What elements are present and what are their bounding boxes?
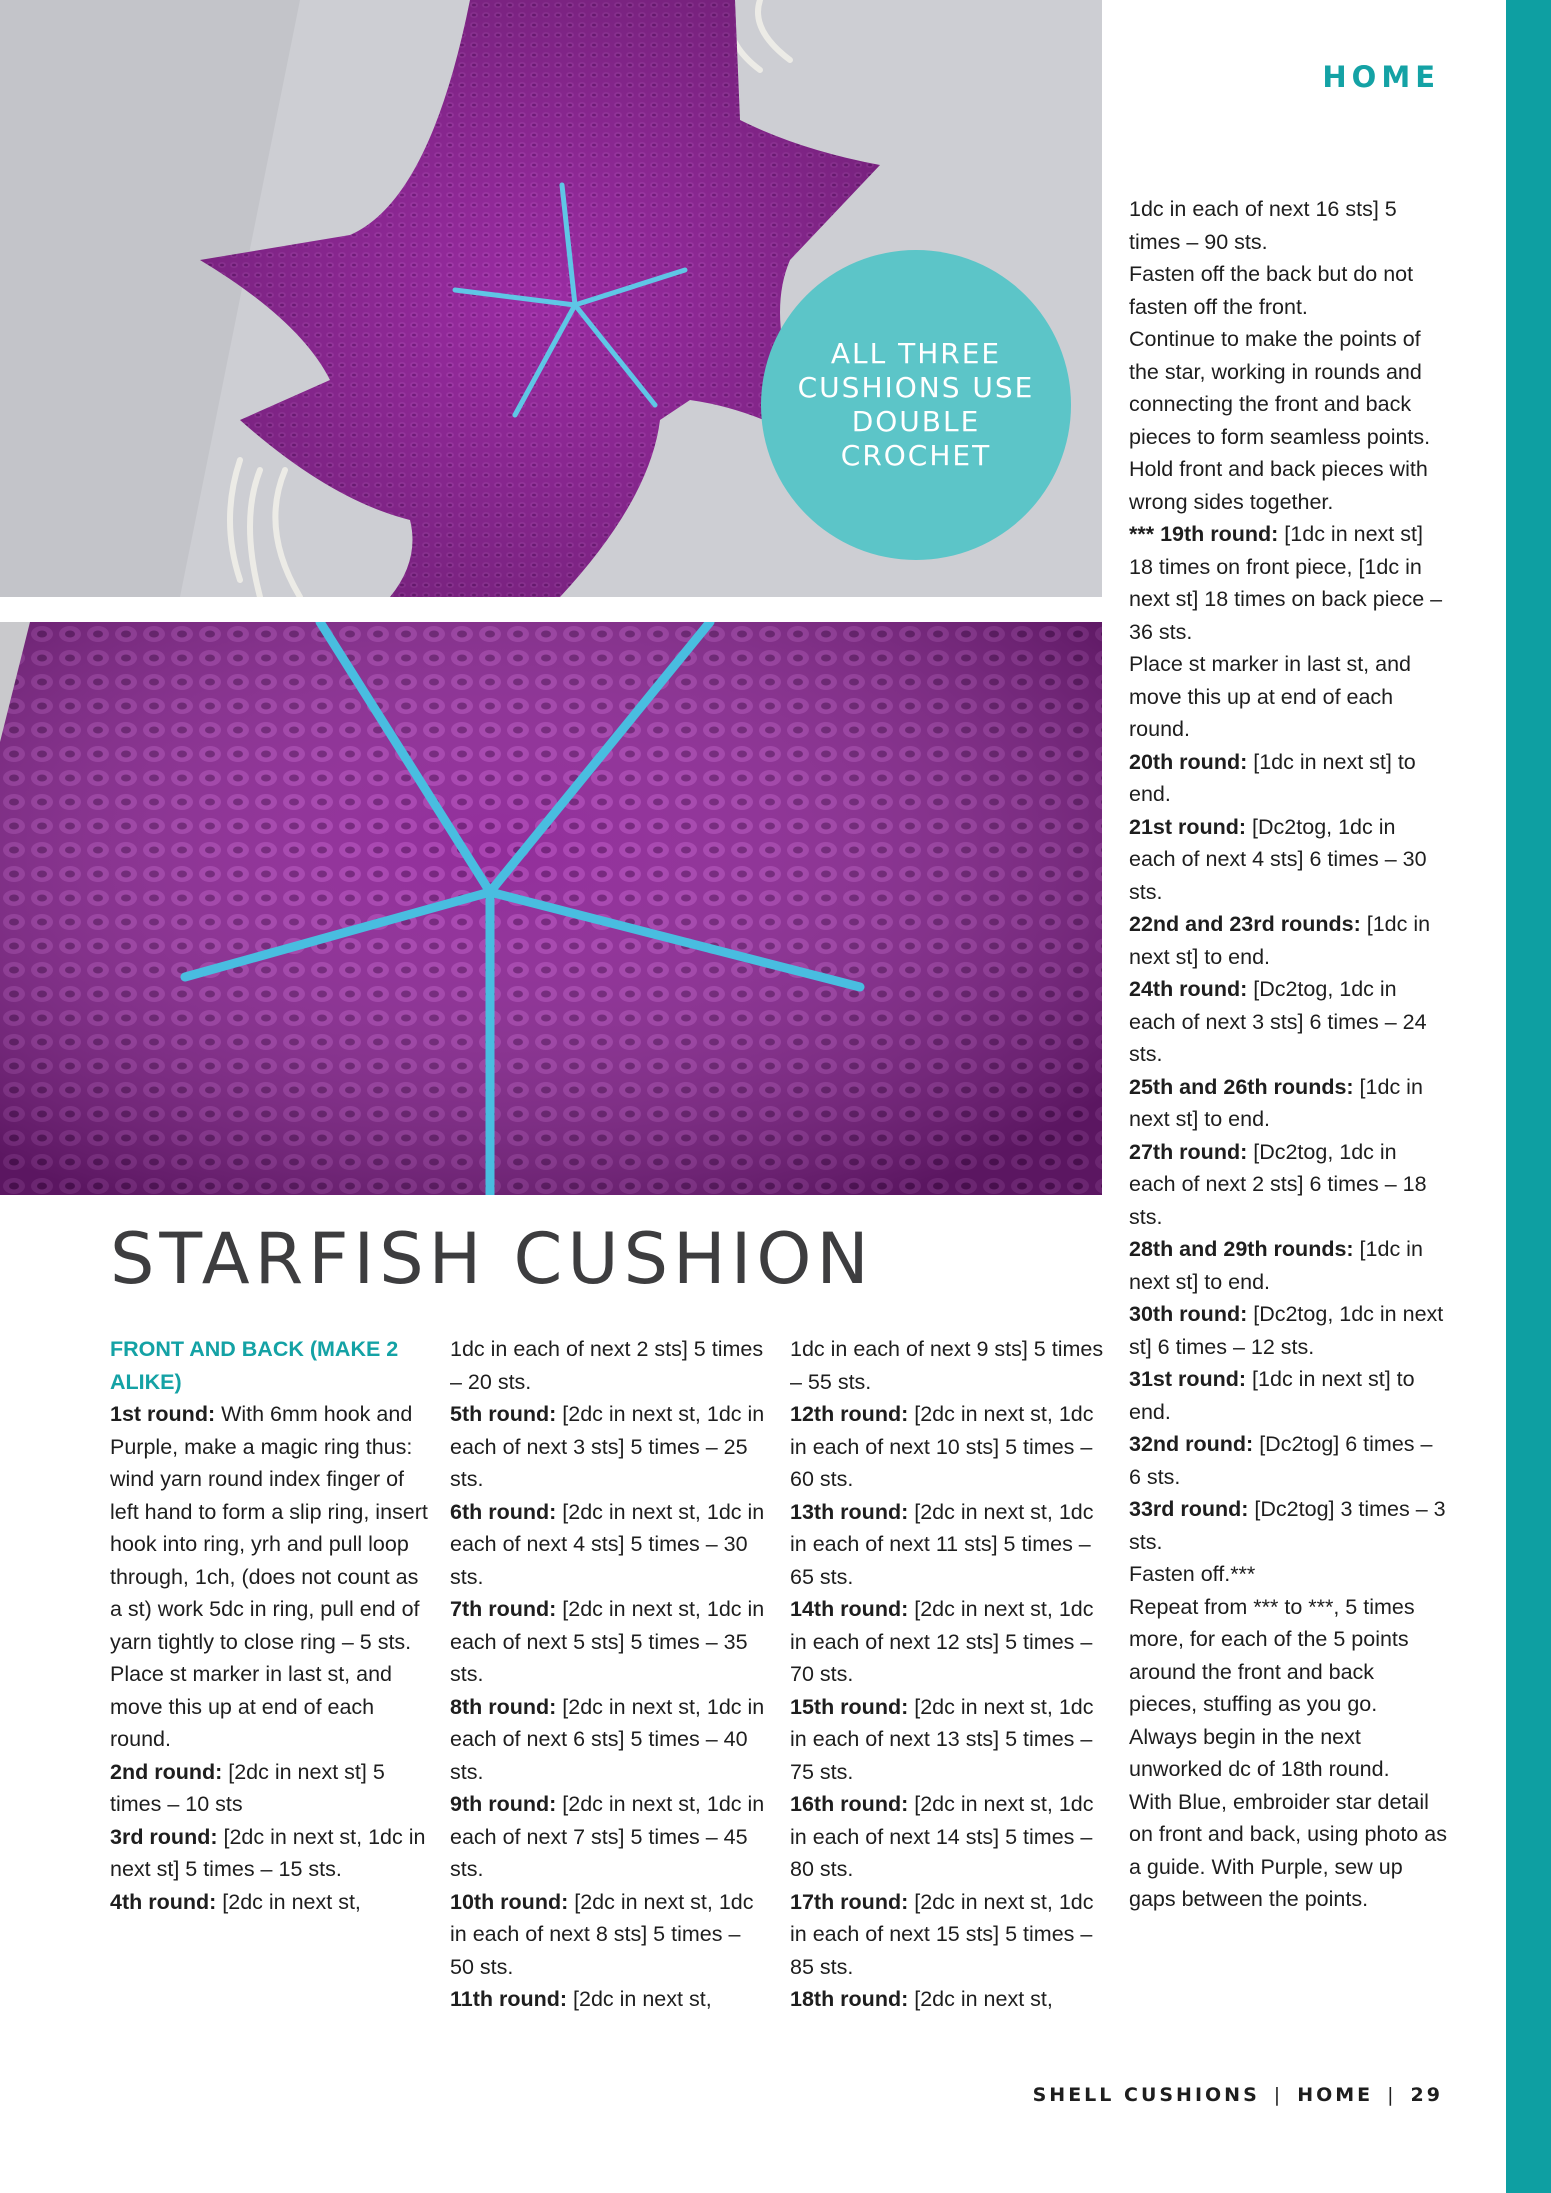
instruction-paragraph	[790, 1333, 1108, 1398]
instruction-text: 1dc in each of next 9 sts] 5 times – 55 sts.	[790, 1337, 1104, 1394]
instruction-paragraph	[1129, 973, 1447, 1071]
round-label: 8th round:	[450, 1694, 557, 1719]
instruction-text: [2dc in next st, 1dc in each of next 14 sts] 5 times – 80 sts.	[790, 1792, 1094, 1881]
instruction-text: [2dc in next st,	[908, 1987, 1053, 2011]
round-label: 12th round:	[790, 1402, 909, 1426]
instruction-paragraph	[450, 1983, 768, 2016]
instructions-column-2	[450, 1333, 768, 2016]
instruction-text: [2dc in next st, 1dc in each of next 12 sts] 5 times – 70 sts.	[790, 1597, 1094, 1686]
instruction-paragraph	[110, 1886, 428, 1919]
instruction-paragraph	[1129, 193, 1447, 258]
round-label: 7th round:	[450, 1597, 557, 1621]
round-label: 15th round:	[790, 1694, 909, 1719]
instruction-text: [1dc in next st] to end.	[1129, 912, 1431, 969]
instruction-paragraph	[1129, 811, 1447, 909]
round-label: 5th round:	[450, 1402, 557, 1426]
instructions-column-1	[110, 1333, 428, 1918]
instruction-text: Fasten off the back but do not fasten off the front.	[1129, 262, 1414, 319]
instruction-paragraph	[450, 1788, 768, 1886]
instruction-paragraph	[110, 1756, 428, 1821]
instruction-paragraph	[110, 1658, 428, 1756]
badge-text: ALL THREE CUSHIONS USE DOUBLE CROCHET	[797, 337, 1035, 472]
round-label: 4th round:	[110, 1889, 217, 1914]
instruction-paragraph	[110, 1398, 428, 1658]
round-label: 14th round:	[790, 1597, 909, 1621]
instruction-text: [2dc in next st, 1dc in each of next 5 sts] 5 times – 35 sts.	[450, 1597, 765, 1686]
round-label: 3rd round:	[110, 1824, 218, 1849]
section-heading: FRONT AND BACK (MAKE 2 ALIKE)	[110, 1337, 399, 1394]
round-label: 28th and 29th rounds:	[1129, 1237, 1354, 1261]
instruction-text: 1dc in each of next 2 sts] 5 times – 20 sts.	[450, 1337, 764, 1394]
instruction-paragraph	[110, 1821, 428, 1886]
accent-side-bar	[1506, 0, 1551, 2193]
instruction-text: [2dc in next st] 5 times – 10 sts	[110, 1759, 385, 1816]
round-label: 16th round:	[790, 1792, 909, 1816]
instruction-paragraph	[1129, 323, 1447, 518]
round-label: 6th round:	[450, 1499, 557, 1524]
instruction-text: With 6mm hook and Purple, make a magic ring thus: wind yarn round index finger of left hand to form a slip ring, insert hook into ring, yrh and pull loop through, 1ch, (does not count as a st) work 5dc in ring, pull end of yarn tightly to close ring – 5 sts.	[110, 1402, 428, 1654]
embroidery-closeup-photo	[0, 622, 1102, 1195]
instruction-paragraph	[1129, 1786, 1447, 1916]
instruction-paragraph	[450, 1333, 768, 1398]
instruction-paragraph	[1129, 1363, 1447, 1428]
instruction-text: [1dc in next st] to end.	[1129, 1074, 1423, 1131]
instruction-text: [Dc2tog] 3 times – 3 sts.	[1129, 1497, 1446, 1554]
instruction-text: [Dc2tog] 6 times – 6 sts.	[1129, 1432, 1433, 1489]
instruction-text: [2dc in next st, 1dc in each of next 7 sts] 5 times – 45 sts.	[450, 1792, 765, 1881]
instructions-column-4	[1129, 193, 1447, 1916]
instruction-paragraph	[1129, 518, 1447, 648]
instruction-paragraph	[790, 1593, 1108, 1691]
round-label: 21st round:	[1129, 814, 1247, 839]
round-label: 10th round:	[450, 1889, 569, 1914]
round-label: 27th round:	[1129, 1139, 1248, 1164]
instruction-paragraph	[1129, 1591, 1447, 1786]
instruction-text: [2dc in next st,	[567, 1987, 712, 2011]
instruction-text: Place st marker in last st, and move this up at end of each round.	[110, 1662, 392, 1751]
instruction-paragraph	[1129, 1136, 1447, 1234]
round-label: 2nd round:	[110, 1759, 223, 1784]
instruction-text: [2dc in next st, 1dc in each of next 11 sts] 5 times – 65 sts.	[790, 1499, 1094, 1589]
round-label: 1st round:	[110, 1402, 216, 1426]
instructions-column-3	[790, 1333, 1108, 2016]
instruction-paragraph	[790, 1886, 1108, 1984]
instruction-paragraph	[790, 1691, 1108, 1789]
instruction-paragraph	[1129, 1233, 1447, 1298]
instruction-text: [1dc in next st] to end.	[1129, 749, 1416, 806]
instruction-paragraph	[450, 1496, 768, 1594]
instruction-text: [1dc in next st] to end.	[1129, 1237, 1423, 1294]
instruction-paragraph	[1129, 1428, 1447, 1493]
instruction-text: [Dc2tog, 1dc in each of next 2 sts] 6 times – 18 sts.	[1129, 1139, 1427, 1229]
instruction-text: [2dc in next st, 1dc in each of next 8 sts] 5 times – 50 sts.	[450, 1889, 754, 1979]
round-label: 33rd round:	[1129, 1497, 1249, 1521]
round-label: 31st round:	[1129, 1367, 1247, 1391]
round-label: 11th round:	[450, 1987, 568, 2011]
round-label: 30th round:	[1129, 1302, 1248, 1326]
page-footer	[1033, 2084, 1443, 2106]
round-label: 17th round:	[790, 1889, 909, 1914]
instruction-text: [1dc in next st] to end.	[1129, 1367, 1415, 1424]
round-label: 24th round:	[1129, 977, 1248, 1001]
round-label: 18th round:	[790, 1987, 909, 2011]
instruction-paragraph	[1129, 908, 1447, 973]
round-label: 25th and 26th rounds:	[1129, 1074, 1354, 1099]
instruction-paragraph	[450, 1886, 768, 1984]
instruction-text: [2dc in next st, 1dc in each of next 4 sts] 5 times – 30 sts.	[450, 1499, 765, 1589]
section-tag: HOME	[1322, 60, 1440, 94]
instruction-paragraph	[1129, 1493, 1447, 1558]
footer-category-label: HOME	[1297, 2084, 1374, 2106]
instruction-paragraph	[1129, 1298, 1447, 1363]
instruction-paragraph	[1129, 258, 1447, 323]
page-number: 29	[1410, 2084, 1443, 2106]
round-label: 9th round:	[450, 1792, 557, 1816]
instruction-text: [2dc in next st, 1dc in each of next 6 sts] 5 times – 40 sts.	[450, 1694, 765, 1784]
instruction-paragraph	[790, 1983, 1108, 2016]
instruction-text: Fasten off.***	[1129, 1562, 1256, 1586]
instruction-text: Repeat from *** to ***, 5 times more, for each of the 5 points around the front and back pieces, stuffing as you go. Always begin in the next unworked dc of 18th round.	[1129, 1594, 1415, 1781]
round-label: *** 19th round:	[1129, 522, 1279, 546]
instruction-paragraph	[450, 1593, 768, 1691]
instruction-text: 1dc in each of next 16 sts] 5 times – 90 sts.	[1129, 197, 1397, 254]
page-title: STARFISH CUSHION	[110, 1218, 874, 1300]
instruction-paragraph	[790, 1788, 1108, 1886]
instruction-text: [Dc2tog, 1dc in each of next 3 sts] 6 times – 24 sts.	[1129, 977, 1427, 1066]
round-label: 22nd and 23rd rounds:	[1129, 912, 1361, 936]
instruction-text: [2dc in next st, 1dc in next st] 5 times – 15 sts.	[110, 1824, 426, 1881]
footer-separator: |	[1273, 2084, 1284, 2106]
footer-separator: |	[1387, 2084, 1397, 2106]
instruction-paragraph	[450, 1691, 768, 1789]
instruction-text: With Blue, embroider star detail on front and back, using photo as a guide. With Purple, sew up gaps between the points.	[1129, 1789, 1447, 1911]
instruction-text: [2dc in next st,	[216, 1889, 361, 1914]
instruction-text: Continue to make the points of the star, working in rounds and connecting the front and back pieces to form seamless points. Hold front and back pieces with wrong sides together.	[1129, 327, 1431, 514]
instruction-paragraph	[790, 1496, 1108, 1594]
instruction-text: [1dc in next st] 18 times on front piece, [1dc in next st] 18 times on back piece – 36 sts.	[1129, 522, 1443, 644]
instruction-text: [2dc in next st, 1dc in each of next 15 sts] 5 times – 85 sts.	[790, 1889, 1094, 1979]
instruction-paragraph	[1129, 1071, 1447, 1136]
round-label: 32nd round:	[1129, 1432, 1254, 1456]
instruction-paragraph	[1129, 1558, 1447, 1591]
instruction-paragraph	[450, 1398, 768, 1496]
instruction-text: [2dc in next st, 1dc in each of next 10 sts] 5 times – 60 sts.	[790, 1402, 1094, 1491]
round-label: 20th round:	[1129, 749, 1248, 774]
instruction-text: [2dc in next st, 1dc in each of next 3 sts] 5 times – 25 sts.	[450, 1402, 765, 1491]
info-badge	[761, 250, 1071, 560]
instruction-paragraph	[1129, 648, 1447, 746]
footer-section-label: SHELL CUSHIONS	[1032, 2084, 1260, 2106]
instruction-text: [Dc2tog, 1dc in next st] 6 times – 12 sts.	[1129, 1302, 1444, 1359]
instruction-text: [Dc2tog, 1dc in each of next 4 sts] 6 times – 30 sts.	[1129, 814, 1427, 904]
instruction-text: [2dc in next st, 1dc in each of next 13 sts] 5 times – 75 sts.	[790, 1694, 1094, 1784]
instruction-text: Place st marker in last st, and move this up at end of each round.	[1129, 652, 1411, 741]
instruction-paragraph	[790, 1398, 1108, 1496]
round-label: 13th round:	[790, 1499, 909, 1524]
instruction-paragraph	[1129, 746, 1447, 811]
